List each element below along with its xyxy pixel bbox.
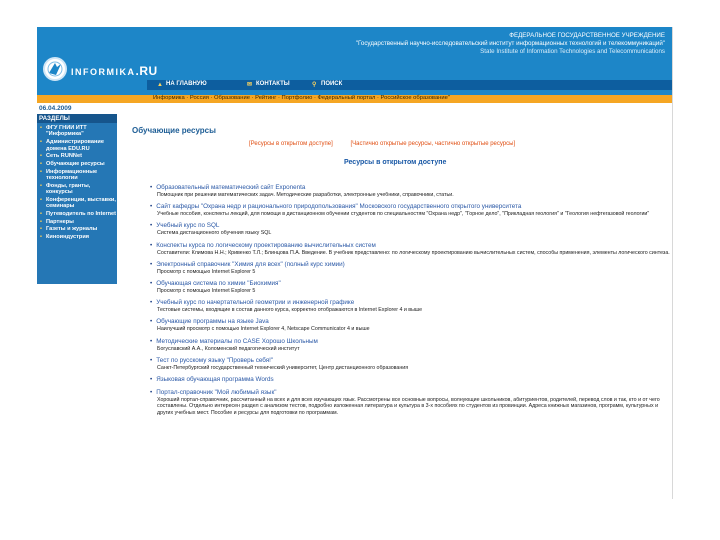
list-item bbox=[150, 203, 670, 217]
resource-link[interactable]: Учебный курс по SQL bbox=[156, 222, 220, 230]
list-item bbox=[150, 389, 670, 416]
list-item bbox=[150, 357, 670, 371]
sidebar-item-learning-resources[interactable]: • Обучающие ресурсы bbox=[40, 161, 117, 167]
bullet-icon: • bbox=[150, 222, 153, 230]
resource-description: Просмотр с помощью Internet Explorer 5 bbox=[157, 288, 256, 295]
bullet-icon: • bbox=[150, 356, 153, 364]
sidebar-heading: РАЗДЕЛЫ bbox=[37, 114, 117, 123]
org-name-ru-line2: "Государственный научно-исследовательский институт информационных технологий и телекоммуникаций" bbox=[355, 40, 665, 47]
partner-links-strip bbox=[37, 95, 673, 103]
section-heading: Ресурсы в открытом доступе bbox=[344, 159, 447, 166]
bullet-icon: • bbox=[150, 337, 153, 345]
sidebar bbox=[37, 114, 117, 284]
resource-description: Учебные пособия, конспекты лекций, для помощи в дистанционном обучении студентов по специальностям "Охрана недр", "Горное дело", "Прикладная геология" и "Геология нефтегазовой геологии" bbox=[157, 211, 650, 218]
resource-description: Хороший портал-справочник, рассчитанный на всех и для всех изучающих язык. Рассмотрены все основные вопросы, волнующие школьников, абитуриентов, родителей, перевод слов и так, кто и от чего составлены. Отдельно интересен раздел с анализом тестов, подробно изложенная литература и культура в 3-х пособиях по студентов из провинции. Адреса книжных магазинов, программ, культурных и других учебных мест. Пособие и ресурсы для подготовки по программам. bbox=[157, 396, 660, 416]
resource-link[interactable]: Методические материалы по CASE Хорошо Школьным bbox=[156, 337, 318, 345]
nav-home[interactable]: ▲ НА ГЛАВНУЮ bbox=[157, 81, 207, 88]
resource-link[interactable]: Обучающая система по химии "Биохимия" bbox=[156, 280, 281, 288]
resource-description: Санкт-Петербургский государственный технический университет, Центр дистанционного образования bbox=[157, 364, 409, 371]
resource-description: Тестовые системы, входящие в состав данного курса, корректно отображаются в Internet Explorer 4 и выше bbox=[157, 307, 423, 314]
tab-open-access[interactable]: [Ресурсы в открытом доступе] bbox=[249, 141, 333, 147]
resource-list bbox=[150, 184, 670, 421]
current-date: 06.04.2009 bbox=[39, 105, 72, 112]
logo-globe-icon bbox=[43, 57, 67, 81]
sidebar-item-runnet[interactable]: • Сеть RUNNet bbox=[40, 153, 117, 159]
mail-icon: ✉ bbox=[247, 82, 253, 88]
bullet-icon: • bbox=[150, 241, 153, 249]
bullet-icon: • bbox=[150, 260, 153, 268]
resource-description: Система дистанционного обучения языку SQL bbox=[157, 230, 272, 237]
organization-name bbox=[356, 32, 665, 56]
sidebar-item-edu-domain[interactable]: • Администрирование домена EDU.RU bbox=[40, 139, 117, 152]
resource-link[interactable]: Сайт кафедры "Охрана недр и рационального природопользования" Московского государственного открытого университета bbox=[156, 203, 522, 211]
tab-partial-access[interactable]: [Частично открытые ресурсы, частично открытые ресурсы] bbox=[350, 141, 516, 147]
resource-link[interactable]: Учебный курс по начертательной геометрии и инженерной графике bbox=[156, 299, 355, 307]
resource-link[interactable]: Электронный справочник "Химия для всех" (полный курс химии) bbox=[156, 260, 345, 268]
list-item bbox=[150, 242, 670, 256]
page-title: Обучающие ресурсы bbox=[132, 126, 216, 135]
resource-link[interactable]: Языковая обучающая программа Words bbox=[156, 376, 274, 384]
sidebar-item-newspapers[interactable]: • Газеты и журналы bbox=[40, 226, 117, 232]
resource-description: Богуславский А.А., Коломенский педагогический институт bbox=[157, 345, 300, 352]
bullet-icon: • bbox=[150, 184, 153, 191]
bullet-icon: • bbox=[150, 376, 153, 384]
sidebar-item-cinema[interactable]: • Киноиндустрия bbox=[40, 234, 117, 240]
search-icon: ⚲ bbox=[312, 82, 317, 88]
org-name-en: State Institute of Information Technologies and Telecommunications bbox=[480, 48, 665, 55]
list-item bbox=[150, 261, 670, 275]
sidebar-item-it[interactable]: • Информационные технологии bbox=[40, 169, 117, 182]
resource-description: Помощник при решении математических задач. Методические разработки, электронные учебники, справочники, статьи. bbox=[157, 192, 454, 198]
sidebar-item-grants[interactable]: • Фонды, гранты, конкурсы bbox=[40, 183, 117, 196]
resource-tabs bbox=[249, 141, 549, 147]
resource-link[interactable]: Конспекты курса по логическому проектированию вычислительных систем bbox=[156, 241, 376, 249]
list-item bbox=[150, 280, 670, 294]
bullet-icon: • bbox=[150, 299, 153, 307]
sidebar-item-informika[interactable]: • ФГУ ГНИИ ИТТ "Информика" bbox=[40, 125, 117, 138]
list-item bbox=[150, 318, 670, 332]
partner-links[interactable]: Информика · Россия · Образование · Рейтинг · Портфолио · Федеральный портал · Российское образование" bbox=[153, 95, 450, 101]
nav-contacts[interactable]: ✉ КОНТАКТЫ bbox=[247, 81, 290, 88]
sidebar-menu bbox=[37, 123, 117, 240]
home-icon: ▲ bbox=[157, 82, 163, 88]
resource-link[interactable]: Портал-справочник "Мой любимый язык" bbox=[156, 388, 277, 396]
resource-description: Просмотр с помощью Internet Explorer 5 bbox=[157, 268, 256, 275]
resource-description: Составители: Климова Н.Н.; Кривенко Т.Л.; Блинцова П.А. Введение. В учебник представлено: по логическому проектированию вычислительных систем, способы применения, элементы логического синтеза. bbox=[157, 249, 670, 256]
org-name-ru-line1: ФЕДЕРАЛЬНОЕ ГОСУДАРСТВЕННОЕ УЧРЕЖДЕНИЕ bbox=[509, 32, 665, 39]
web-page bbox=[37, 27, 673, 499]
bullet-icon: • bbox=[150, 388, 153, 396]
resource-link[interactable]: Тест по русскому языку "Проверь себя!" bbox=[156, 356, 274, 364]
bullet-icon: • bbox=[150, 318, 153, 326]
bullet-icon: • bbox=[150, 203, 153, 211]
sidebar-item-partners[interactable]: • Партнеры bbox=[40, 219, 117, 225]
sidebar-item-internet-guide[interactable]: • Путеводитель по Internet bbox=[40, 211, 117, 217]
list-item bbox=[150, 184, 670, 198]
list-item bbox=[150, 376, 670, 384]
sidebar-item-conferences[interactable]: • Конференции, выставки, семинары bbox=[40, 197, 117, 210]
resource-link[interactable]: Образовательный математический сайт Exponenta bbox=[156, 184, 306, 191]
list-item bbox=[150, 299, 670, 313]
resource-link[interactable]: Обучающие программы на языке Java bbox=[156, 318, 269, 326]
bullet-icon: • bbox=[150, 280, 153, 288]
main-content bbox=[132, 126, 670, 416]
list-item bbox=[150, 338, 670, 352]
list-item bbox=[150, 222, 670, 236]
logo-text: INFORMIKA.RU bbox=[71, 64, 158, 78]
top-nav bbox=[147, 80, 673, 90]
resource-description: Наилучший просмотр с помощью Internet Explorer 4, Netscape Communicator 4 и выше bbox=[157, 326, 370, 333]
nav-search[interactable]: ⚲ ПОИСК bbox=[312, 81, 343, 88]
